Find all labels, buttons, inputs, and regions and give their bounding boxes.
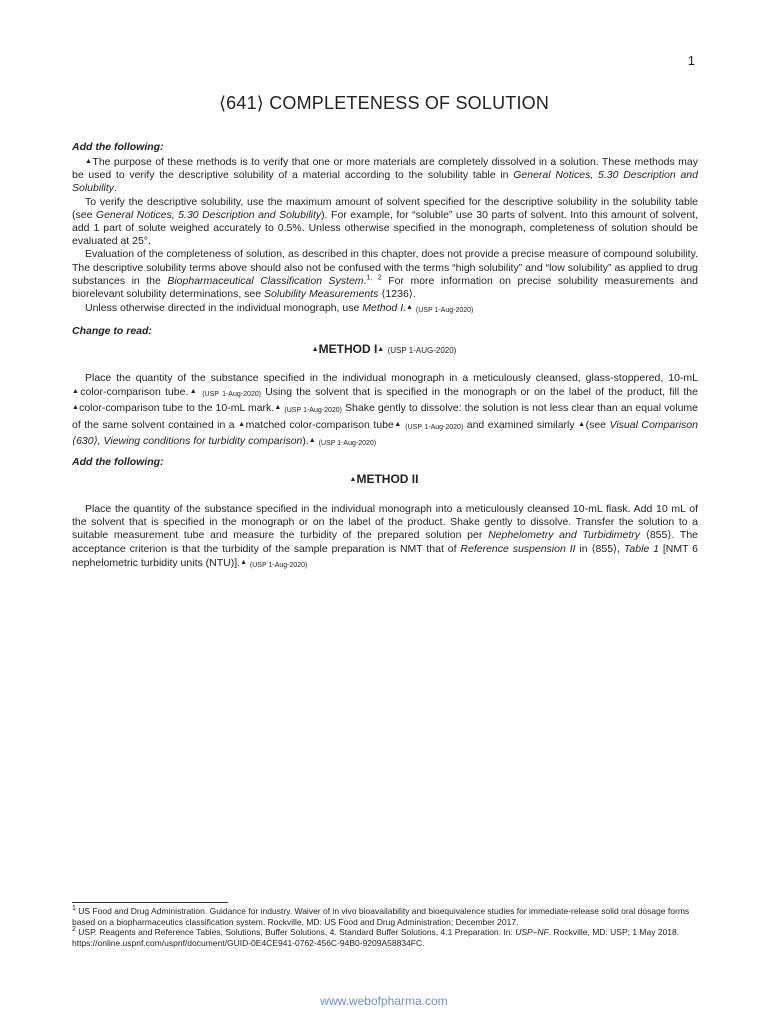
punctuation: .	[403, 302, 407, 315]
reference-link: Table 1	[623, 542, 659, 555]
method-1-paragraph	[72, 372, 698, 450]
paragraph-text: Place the quantity of the substance specified in the individual monograph in a meticulously cleansed, glass-stoppered, 10-mL	[85, 372, 698, 384]
revision-marker: ▲	[349, 476, 357, 483]
revision-marker: ▲	[406, 304, 413, 312]
paragraph-text: ⟨1236⟩.	[378, 288, 416, 301]
usp-date: (USP 1-Aug-2020)	[415, 307, 474, 315]
reference-link: General Notices, 5.30 Description and Solubility	[95, 208, 322, 221]
revision-marker: ▲	[393, 420, 402, 428]
usp-date: (USP 1-Aug-2020)	[284, 407, 342, 415]
intro-paragraph-purpose	[72, 155, 698, 196]
revision-marker: ▲	[311, 346, 319, 353]
paragraph-text: color-comparison tube to the 10-mL mark.	[79, 402, 275, 415]
footnote-2	[72, 927, 702, 948]
revision-marker: ▲	[578, 420, 586, 428]
footnote-divider	[72, 902, 228, 903]
usp-date: (USP 1-Aug-2020)	[202, 391, 261, 399]
punctuation: .	[363, 274, 367, 287]
footnote-ref: 1, 2	[366, 274, 382, 282]
paragraph-text: To verify the descriptive solubility, use the maximum amount of solvent specified for the descriptive solubility in the solubility table (see	[72, 195, 698, 221]
footnote-number: 1	[72, 905, 76, 913]
paragraph-text: [NMT 6 nephelometric turbidity units (NTU)].	[72, 542, 698, 569]
footnotes	[72, 906, 702, 948]
method-1-text	[72, 372, 698, 450]
paragraph-text: For more information on precise solubility measurements and biorelevant solubility determinations, see	[72, 274, 698, 301]
revision-marker: ▲	[85, 158, 93, 165]
usp-date: (USP 1-Aug-2020)	[249, 561, 308, 569]
paragraph-text: The purpose of these methods is to verify that one or more materials are completely dissolved in a solution. These methods may be used to verify the descriptive solubility of a material according to the solubility table in	[72, 156, 698, 182]
method-1-heading	[0, 342, 768, 356]
reference-link: Visual Comparison ⟨630⟩, Viewing conditions for turbidity comparison	[72, 418, 698, 447]
paragraph-text: Place the quantity of the substance specified in the individual monograph into a meticulously cleansed 10-mL flask. Add 10 mL of the solvent that is specified in the monograph or on the label of the product. Shake gently to dissolve. Transfer the solution to a suitable measurement tube and measure the turbidity of the prepared solution per	[72, 503, 698, 542]
page-number: 1	[687, 53, 695, 68]
intro-paragraph-evaluation	[72, 248, 698, 301]
revision-marker: ▲	[72, 388, 81, 396]
punctuation: .	[114, 182, 117, 195]
paragraph-text: Shake gently to dissolve: the solution is not less clear than an equal volume of the same solvent contained in a	[72, 402, 698, 431]
watermark-link[interactable]: www.webofpharma.com	[320, 994, 448, 1008]
paragraph-text: ⟨855⟩. The acceptance criterion is that the turbidity of the sample preparation is NMT that of	[72, 529, 698, 555]
paragraph-text: Unless otherwise directed in the individual monograph, use	[85, 302, 363, 315]
usp-date: (USP 1-Aug-2020)	[405, 423, 464, 431]
intro-text	[72, 155, 698, 317]
footnote-text: . Rockville, MD: USP; 1 May 2018. https://online.uspnf.com/uspnf/document/GUID-0E4CE941-0762-456C-94B0-9209A58834FC.	[72, 927, 680, 948]
section-label-add-2: Add the following:	[72, 456, 164, 468]
reference-link: General Notices, 5.30 Description and Solubility	[72, 169, 698, 195]
footnote-text: US Food and Drug Administration. Guidance for industry. Waiver of in vivo bioavailability and bioequivalence studies for immediate-release solid oral dosage forms based on a biopharmaceutics classification system. Rockville, MD: US Food and Drug Administration; December 2017.	[72, 906, 690, 927]
section-label-change: Change to read:	[72, 325, 152, 337]
paragraph-text: Using the solvent that is specified in the monograph or on the label of the product, fill the	[260, 386, 698, 399]
paragraph-text: ). For example, for “soluble” use 30 parts of solvent. Into this amount of solvent, add 1 part of solute weighed accurately to 0.5%. Unless otherwise specified in the monograph, completeness of solution should be evaluated at 25°.	[72, 208, 699, 248]
reference-link: Nephelometry and Turbidimetry	[488, 529, 640, 542]
footnote-1	[72, 906, 702, 927]
reference-link: Solubility Measurements	[264, 288, 379, 301]
punctuation: ).	[302, 434, 309, 447]
method-2-title: METHOD II	[356, 472, 419, 486]
reference-link: Biopharmaceutical Classification System	[167, 274, 364, 287]
page-title: ⟨641⟩ COMPLETENESS OF SOLUTION	[218, 93, 550, 113]
revision-marker: ▲	[188, 388, 198, 396]
reference-link: Method I	[362, 302, 404, 315]
footnote-text: USP. Reagents and Reference Tables, Solutions, Buffer Solutions, 4. Standard Buffer Solutions, 4.1 Preparation. In:	[75, 927, 516, 937]
revision-marker: ▲	[240, 558, 247, 566]
paragraph-text: in ⟨855⟩,	[575, 542, 624, 555]
revision-marker: ▲	[72, 404, 80, 412]
paragraph-text: matched color-comparison tube	[245, 418, 394, 431]
reference-link: Reference suspension II	[460, 542, 576, 555]
revision-marker: ▲	[308, 436, 316, 444]
revision-marker: ▲	[238, 420, 246, 428]
revision-marker: ▲	[377, 346, 385, 353]
footnote-number: 2	[72, 926, 76, 934]
method-2-heading	[0, 472, 768, 486]
usp-date: (USP 1-Aug-2020)	[318, 439, 377, 447]
method-2-paragraph	[72, 503, 698, 572]
intro-paragraph-default	[72, 301, 698, 317]
paragraph-text: and examined similarly	[463, 418, 579, 431]
method-1-title: METHOD I	[318, 342, 378, 356]
paragraph-text: color-comparison tube.	[80, 386, 189, 399]
method-2-text	[72, 503, 698, 572]
usp-date: (USP 1-AUG-2020)	[387, 346, 457, 355]
footnote-reference: USP–NF	[515, 927, 549, 937]
revision-marker: ▲	[274, 404, 282, 412]
intro-paragraph-verify	[72, 196, 698, 249]
section-label-add: Add the following:	[72, 141, 164, 153]
paragraph-text: (see	[585, 418, 610, 431]
paragraph-text: Evaluation of the completeness of solution, as described in this chapter, does not provide a precise measure of compound solubility. The descriptive solubility terms above should also not be confused with the terms “high solubility” and “low solubility” as applied to drug substances in the	[72, 248, 698, 287]
